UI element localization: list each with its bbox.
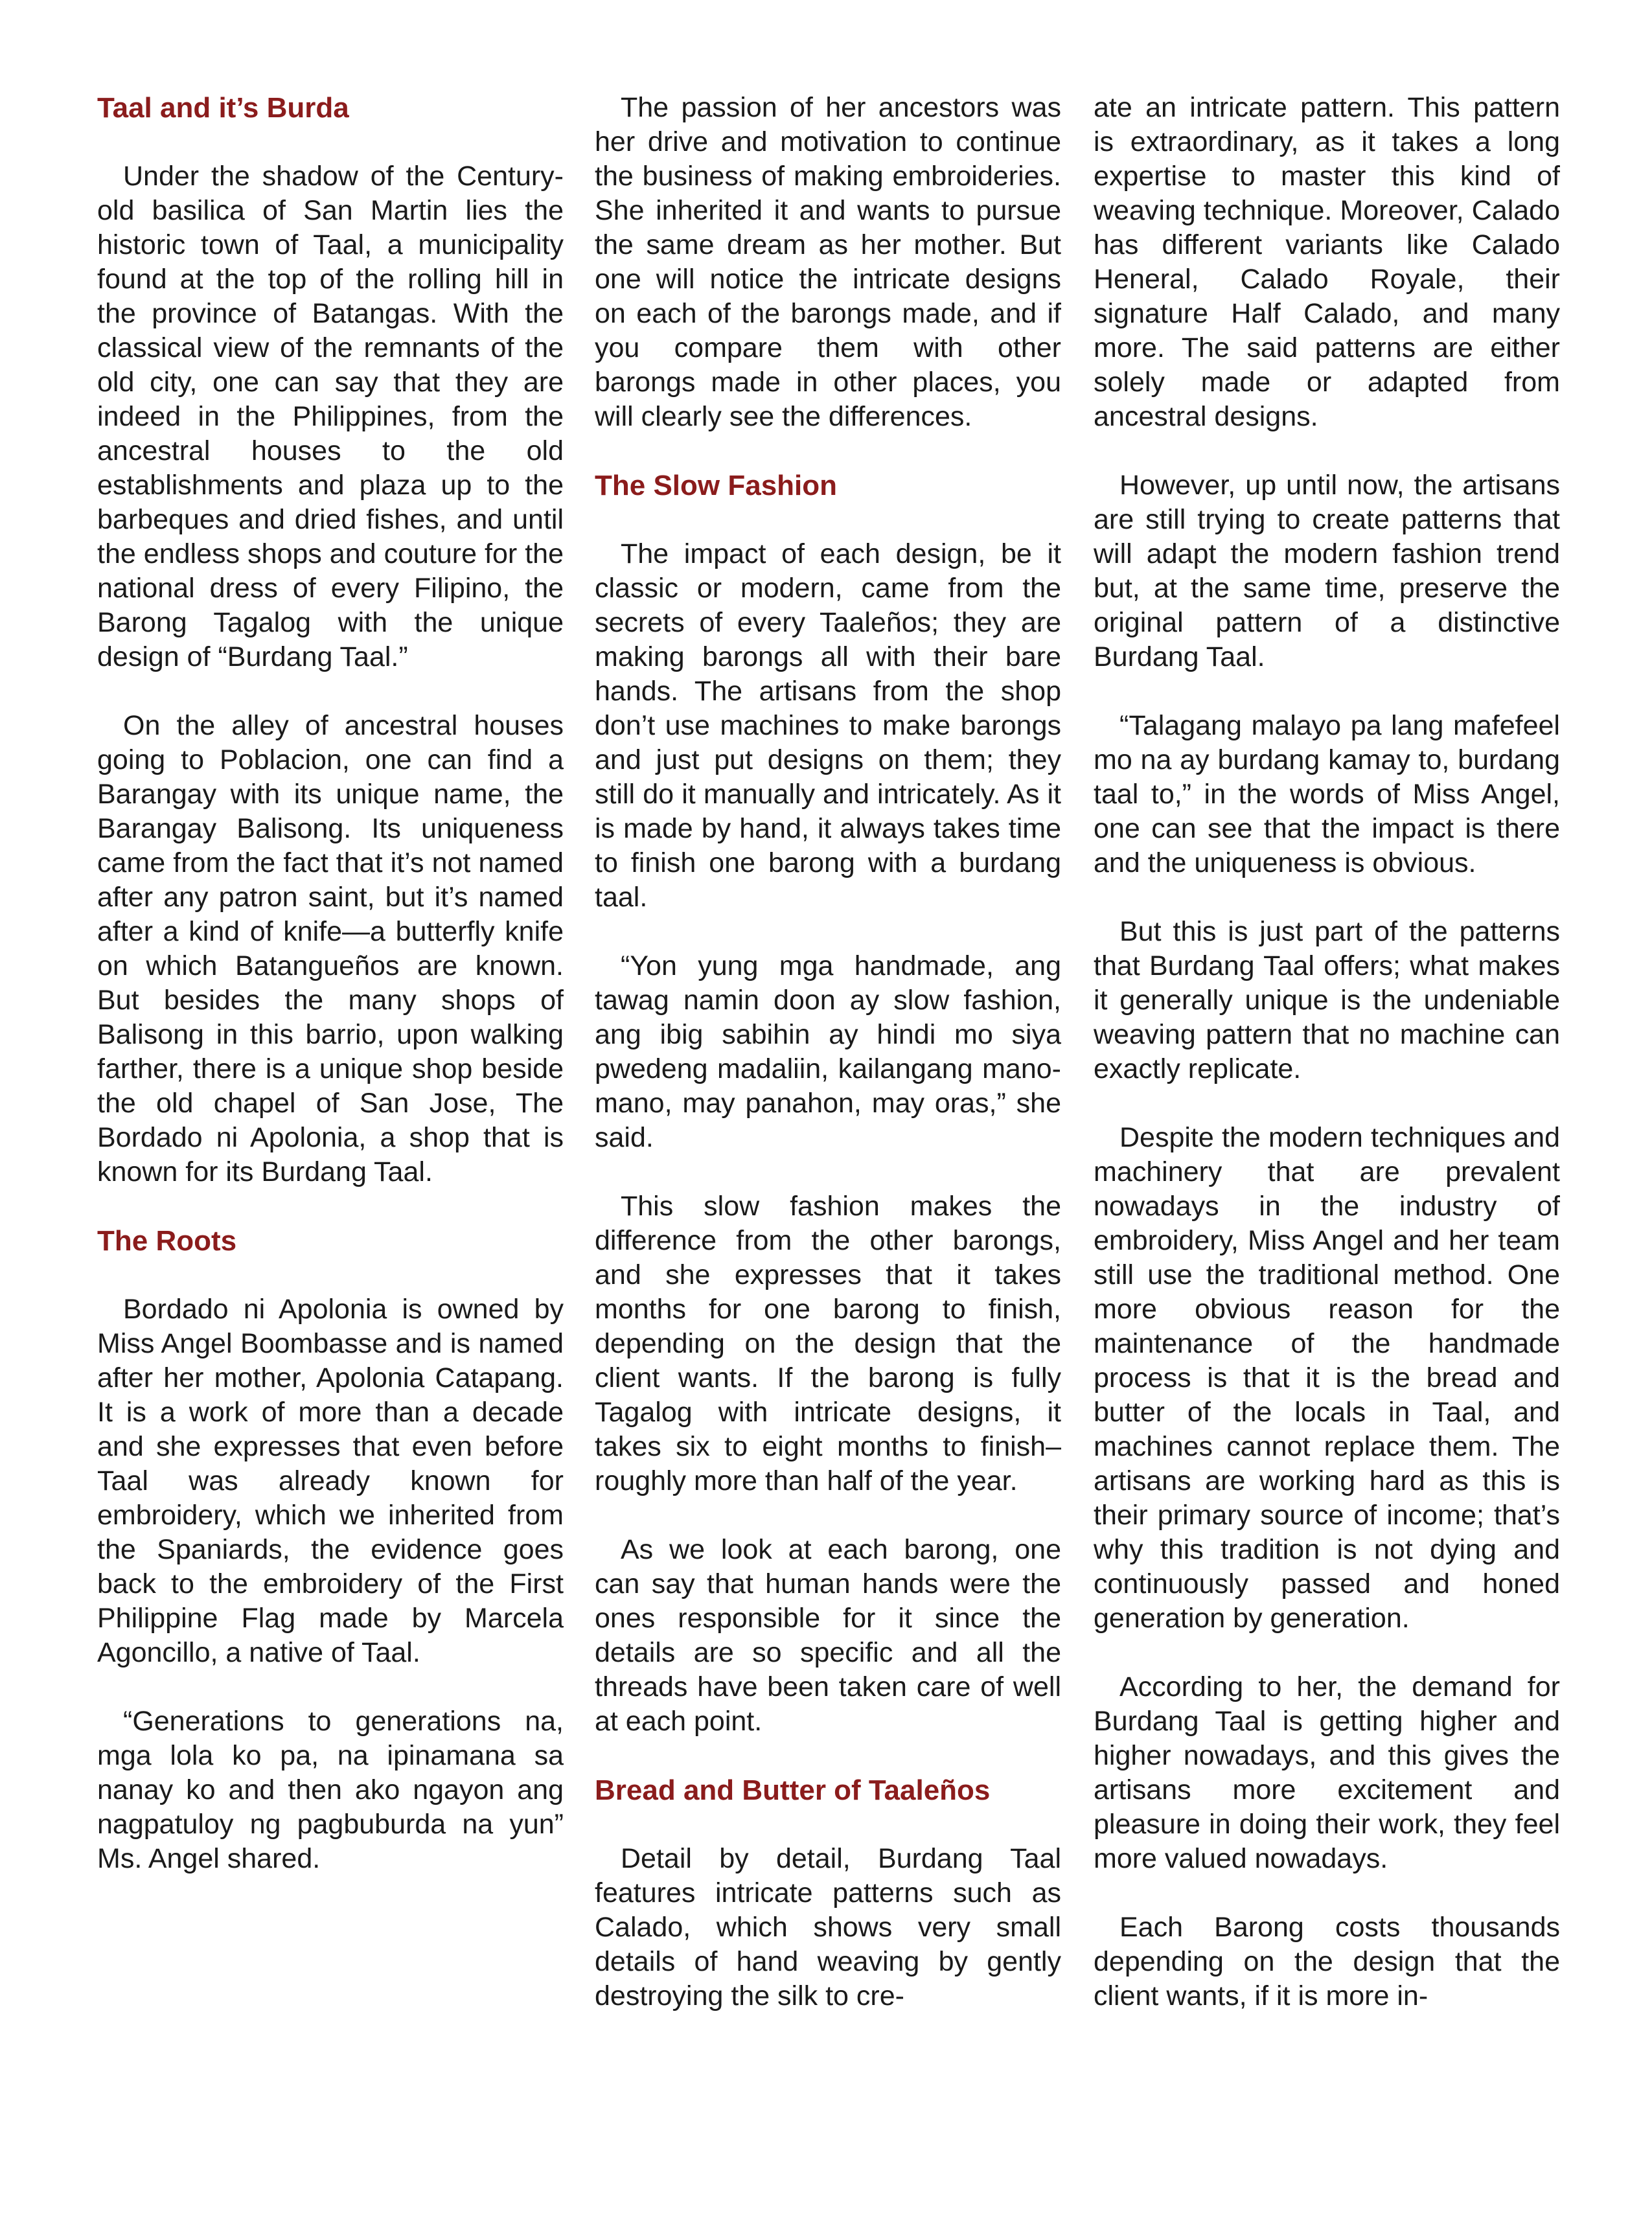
paragraph: But this is just part of the patterns that Burdang Taal offers; what makes it generally unique is the undeniable weaving pattern that no machine can exactly replicate. [1094,916,1560,1084]
section-heading-bread-butter: Bread and Butter of Taaleños [595,1774,991,1806]
paragraph: However, up until now, the artisans are still trying to create patterns that will adapt the modern fashion trend but, at the same time, preserve the original pattern of a distinctive Burdang Taal. [1094,470,1560,672]
paragraph: Bordado ni Apolonia is owned by Miss Angel Boombasse and is named after her mother, Apolonia Catapang. It is a work of more than a decade and she expresses that even before Taal was already known for embroidery, which we inherited from the Spaniards, the evidence goes back to the embroidery of the First Philippine Flag made by Marcela Agoncillo, a native of Taal. [97,1294,564,1668]
paragraph: Despite the modern techniques and machinery that are prevalent nowadays in the industry of embroidery, Miss Angel and her team still use the traditional method. One more obvious reason for the maintenance of the handmade process is that it is the bread and butter of the locals in Taal, and machines cannot replace them. The artisans are working hard as this is their primary source of income; that’s why this tradition is not dying and continuously passed and honed generation by generation. [1094,1122,1560,1634]
quote-paragraph: “Yon yung mga handmade, ang tawag namin doon ay slow fashion, ang ibig sabihin ay hindi mo siya pwedeng madaliin, kailangang mano-mano, may panahon, may oras,” she said. [595,950,1061,1153]
paragraph: Each Barong costs thousands depending on the design that the client wants, if it is more in- [1094,1912,1560,2012]
paragraph: The passion of her ancestors was her drive and motivation to continue the business of making embroideries. She inherited it and wants to pursue the same dream as her mother. But one will notice the intricate designs on each of the barongs made, and if you compare them with other barongs made in other places, you will clearly see the differences. [595,92,1061,432]
paragraph: According to her, the demand for Burdang Taal is getting higher and higher nowadays, and this gives the artisans more excitement and pleasure in doing their work, they feel more valued nowadays. [1094,1671,1560,1874]
paragraph: This slow fashion makes the difference from the other barongs, and she expresses that it takes months for one barong to finish, depending on the design that the client wants. If the barong is fully Tagalog with intricate designs, it takes six to eight months to finish–roughly more than half of the year. [595,1191,1061,1496]
paragraph: The impact of each design, be it classic or modern, came from the secrets of every Taaleños; they are making barongs all with their bare hands. The artisans from the shop don’t use machines to make barongs and just put designs on them; they still do it manually and intricately. As it is made by hand, it always takes time to finish one barong with a burdang taal. [595,538,1061,913]
article-column-3 [1094,91,1560,2013]
quote-paragraph: “Generations to generations na, mga lola ko pa, na ipinamana sa nanay ko and then ako ngayon ang nagpatuloy ng pagbuburda na yun” Ms. Angel shared. [97,1706,564,1874]
paragraph: On the alley of ancestral houses going to Poblacion, one can find a Barangay with its unique name, the Barangay Balisong. Its uniqueness came from the fact that it’s not named after any patron saint, but it’s named after a kind of knife—a butterfly knife on which Batangueños are known. But besides the many shops of Balisong in this barrio, upon walking farther, there is a unique shop beside the old chapel of San Jose, The Bordado ni Apolonia, a shop that is known for its Burdang Taal. [97,710,564,1187]
section-heading-taal-burda: Taal and it’s Burda [97,92,349,124]
article-column-2 [595,91,1061,2013]
article-column-1 [97,91,564,1876]
paragraph: Detail by detail, Burdang Taal features intricate patterns such as Calado, which shows very small details of hand weaving by gently destroying the silk to cre- [595,1843,1061,2012]
section-heading-roots: The Roots [97,1225,237,1257]
quote-paragraph: “Talagang malayo pa lang mafefeel mo na ay burdang kamay to, burdang taal to,” in the words of Miss Angel, one can see that the impact is there and the uniqueness is obvious. [1094,710,1560,878]
paragraph: As we look at each barong, one can say that human hands were the ones responsible for it since the details are so specific and all the threads have been taken care of well at each point. [595,1534,1061,1737]
continued-paragraph: ate an intricate pattern. This pattern is extraordinary, as it takes a long expertise to master this kind of weaving technique. Moreover, Calado has different variants like Calado Heneral, Calado Royale, their signature Half Calado, and many more. The said patterns are either solely made or adapted from ancestral designs. [1094,92,1560,432]
section-heading-slow-fashion: The Slow Fashion [595,470,838,501]
paragraph: Under the shadow of the Century-old basilica of San Martin lies the historic town of Taal, a municipality found at the top of the rolling hill in the province of Batangas. With the classical view of the remnants of the old city, one can say that they are indeed in the Philippines, from the ancestral houses to the old establishments and plaza up to the barbeques and dried fishes, and until the endless shops and couture for the national dress of every Filipino, the Barong Tagalog with the unique design of “Burdang Taal.” [97,161,564,672]
